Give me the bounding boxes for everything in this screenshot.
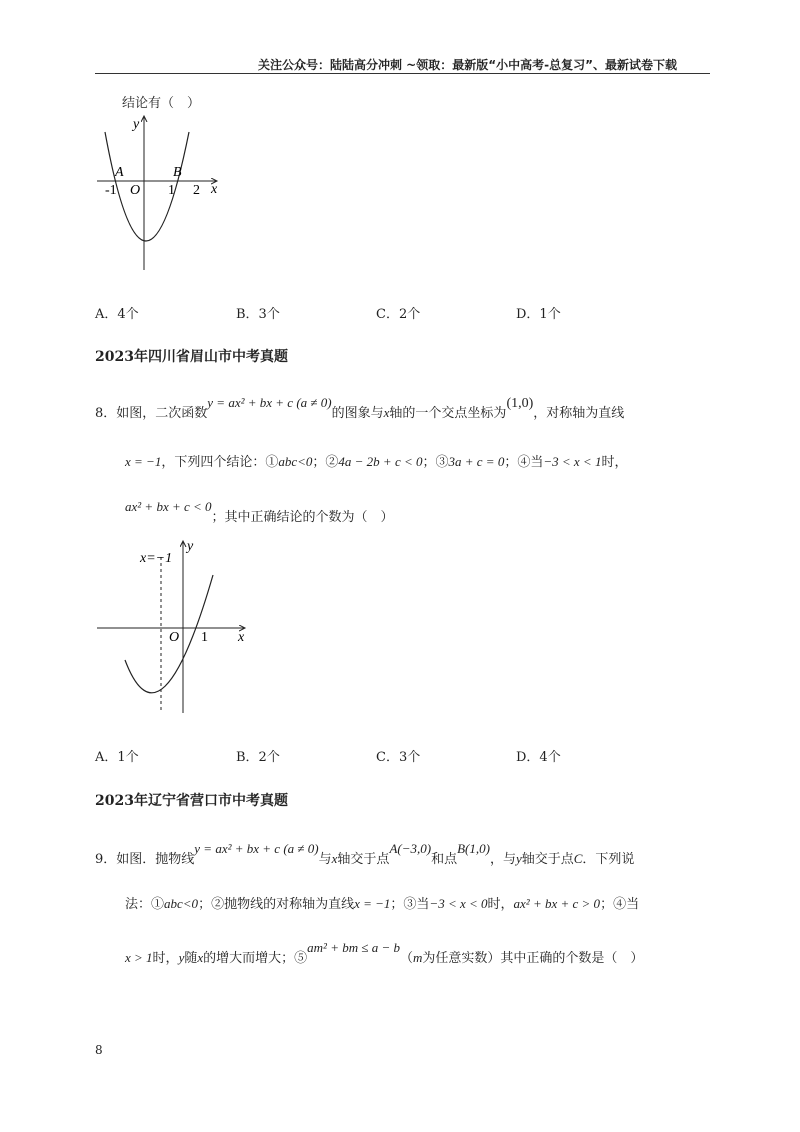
q7-tick-minus1: -1 <box>105 183 117 198</box>
q7-x-label: x <box>211 182 218 197</box>
q8-function: y = ax² + bx + c (a ≠ 0) <box>207 395 332 410</box>
q8-line3 <box>125 499 394 525</box>
q8-point: (1,0) <box>506 396 534 411</box>
q9-text: 和点 <box>431 852 458 867</box>
q8-line1 <box>95 395 625 422</box>
q9-var-y: y <box>515 851 522 866</box>
q8-origin-label: O <box>169 630 180 645</box>
q9-text: 的增大而增大；⑤ <box>203 951 308 966</box>
q7-conclusion-prompt: 结论有（ ） <box>122 96 201 111</box>
q8-option-b[interactable]: B．2个 <box>236 750 280 765</box>
q8-question-prompt: ；其中正确结论的个数为（ ） <box>211 510 394 525</box>
q9-text: （ <box>400 951 414 966</box>
q7-option-c[interactable]: C．2个 <box>376 307 421 322</box>
q9-text: 时， <box>487 897 514 912</box>
q9-point-a: A(−3,0) <box>389 841 432 856</box>
q9-intro: 9．如图．抛物线 <box>95 852 195 867</box>
q7-parabola-figure <box>95 110 235 275</box>
q8-var-x: x <box>383 405 390 420</box>
q8-option-d[interactable]: D．4个 <box>516 750 561 765</box>
q9-function: y = ax² + bx + c (a ≠ 0) <box>194 841 319 856</box>
q9-var-x: x <box>331 851 338 866</box>
q8-option-a[interactable]: A．1个 <box>95 750 139 765</box>
q8-text: 轴的一个交点坐标为 <box>389 406 507 421</box>
q7-tick-1: 1 <box>168 183 175 198</box>
header-divider <box>95 73 710 74</box>
q7-point-a-label: A <box>115 165 124 180</box>
q8-line2 <box>125 451 627 470</box>
q9-text: ；②抛物线的对称轴为直线 <box>198 897 355 912</box>
q8-text: ；④当 <box>504 455 544 470</box>
q7-point-b-label: B <box>173 165 182 180</box>
q9-point-c: C <box>573 851 583 866</box>
q9-text: 法：① <box>125 897 165 912</box>
section-heading-yingkou: 2023年辽宁省营口市中考真题 <box>95 793 288 809</box>
q9-text: ．下列说 <box>582 852 635 867</box>
q9-statement-3-range: −3 < x < 0 <box>429 896 488 911</box>
q8-text: 的图象与 <box>331 406 384 421</box>
q8-conclusion-2: 4a − 2b + c < 0 <box>338 454 423 469</box>
q7-option-a[interactable]: A．4个 <box>95 307 139 322</box>
q8-conclusion-4-range: −3 < x < 1 <box>543 454 602 469</box>
q8-text: ；② <box>312 455 339 470</box>
q7-option-b[interactable]: B．3个 <box>236 307 280 322</box>
q9-var-x: x <box>197 950 204 965</box>
q8-text: ，对称轴为直线 <box>533 406 625 421</box>
section-heading-meishan: 2023年四川省眉山市中考真题 <box>95 349 288 365</box>
q8-option-c[interactable]: C．3个 <box>376 750 421 765</box>
page-number: 8 <box>95 1043 103 1057</box>
q7-tick-2: 2 <box>193 183 200 198</box>
q9-var-m: m <box>413 950 423 965</box>
q9-text: 随 <box>184 951 198 966</box>
q9-text: ；③当 <box>390 897 430 912</box>
page-header: 关注公众号：陆陆高分冲刺 ~领取：最新版“小中高考-总复习”、最新试卷下载 <box>258 58 677 72</box>
q8-parabola-figure <box>95 535 255 715</box>
q8-text: 时， <box>601 455 628 470</box>
q8-conclusion-3: 3a + c = 0 <box>448 454 505 469</box>
q9-statement-2: x = −1 <box>354 896 391 911</box>
q8-text: ；③ <box>422 455 449 470</box>
q9-line1 <box>95 841 635 867</box>
q9-statement-4-range: x > 1 <box>125 950 153 965</box>
q9-text: ；④当 <box>600 897 640 912</box>
q8-text: ，下列四个结论：① <box>161 455 279 470</box>
q8-intro: 8．如图，二次函数 <box>95 406 208 421</box>
q9-text: 与 <box>318 852 332 867</box>
q9-statement-5: am² + bm ≤ a − b <box>307 940 401 955</box>
q8-axis-equation: x = −1 <box>125 454 162 469</box>
q8-conclusion-4-ineq: ax² + bx + c < 0 <box>125 499 212 514</box>
q9-line2 <box>125 893 639 912</box>
q9-text: 轴交于点 <box>521 852 574 867</box>
q9-statement-3-ineq: ax² + bx + c > 0 <box>513 896 601 911</box>
q7-parabola-curve <box>105 132 189 241</box>
q9-text: 轴交于点 <box>337 852 390 867</box>
q9-line3 <box>125 940 644 966</box>
q9-point-b: B(1,0) <box>457 841 490 856</box>
q7-y-label: y <box>133 117 140 132</box>
q7-option-d[interactable]: D．1个 <box>516 307 561 322</box>
q8-axis-label: x=−1 <box>140 551 173 566</box>
q8-x-label: x <box>238 630 245 645</box>
q8-conclusion-1: abc<0 <box>278 454 313 469</box>
q8-tick-1: 1 <box>201 630 208 645</box>
q9-question-prompt: 为任意实数）其中正确的个数是（ ） <box>422 951 644 966</box>
q9-var-y: y <box>178 950 185 965</box>
q8-y-label: y <box>187 539 194 554</box>
q9-text: 时， <box>152 951 179 966</box>
q9-statement-1: abc<0 <box>164 896 199 911</box>
q7-origin-label: O <box>130 183 141 198</box>
q9-text: ，与 <box>489 852 516 867</box>
